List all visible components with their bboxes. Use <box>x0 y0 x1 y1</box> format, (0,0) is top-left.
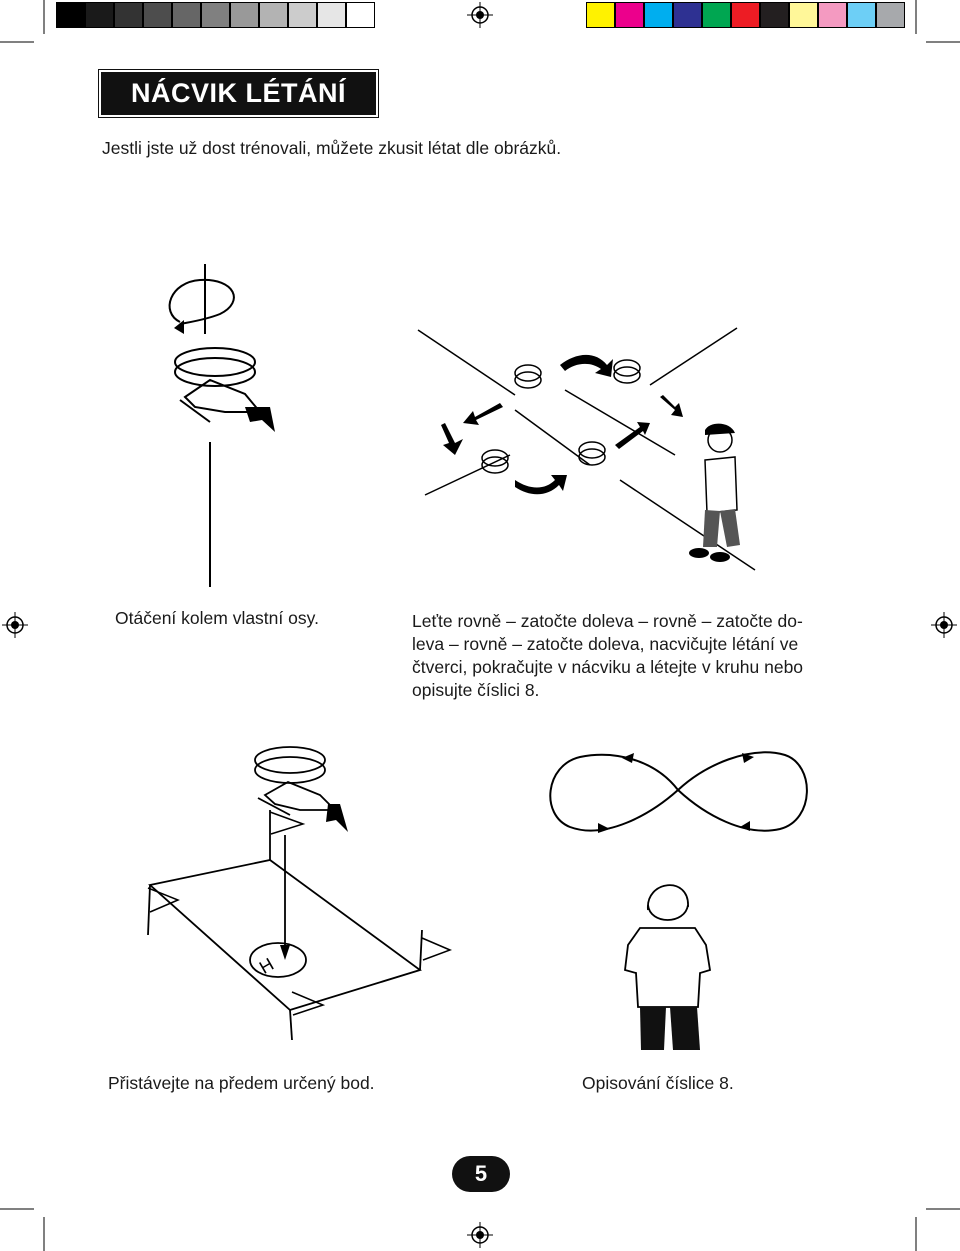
intro-text: Jestli jste už dost trénovali, můžete zkusit létat dle obrázků. <box>102 138 562 158</box>
rotation-caption: Otáčení kolem vlastní osy. <box>115 608 319 628</box>
square-caption-line-1: Leťte rovně – zatočte doleva – rovně – zatočte do- <box>412 611 803 631</box>
landing-pad-letter: H <box>255 953 278 978</box>
square-flight-illustration <box>415 325 775 575</box>
square-caption-line-3: čtverci, pokračujte v nácviku a létejte v kruhu nebo <box>412 657 804 677</box>
rotation-illustration <box>150 262 330 592</box>
landing-caption: Přistávejte na předem určený bod. <box>108 1073 375 1093</box>
figure-eight-caption: Opisování číslice 8. <box>582 1073 734 1093</box>
figure-eight-illustration <box>540 745 820 1065</box>
section-title: NÁCVIK LÉTÁNÍ <box>101 72 376 115</box>
square-caption-line-2: leva – rovně – zatočte doleva, nacvičujte létání ve <box>412 634 799 654</box>
landing-illustration <box>140 740 470 1050</box>
page-number: 5 <box>452 1156 510 1192</box>
square-caption-line-4: opisujte číslici 8. <box>412 680 540 700</box>
